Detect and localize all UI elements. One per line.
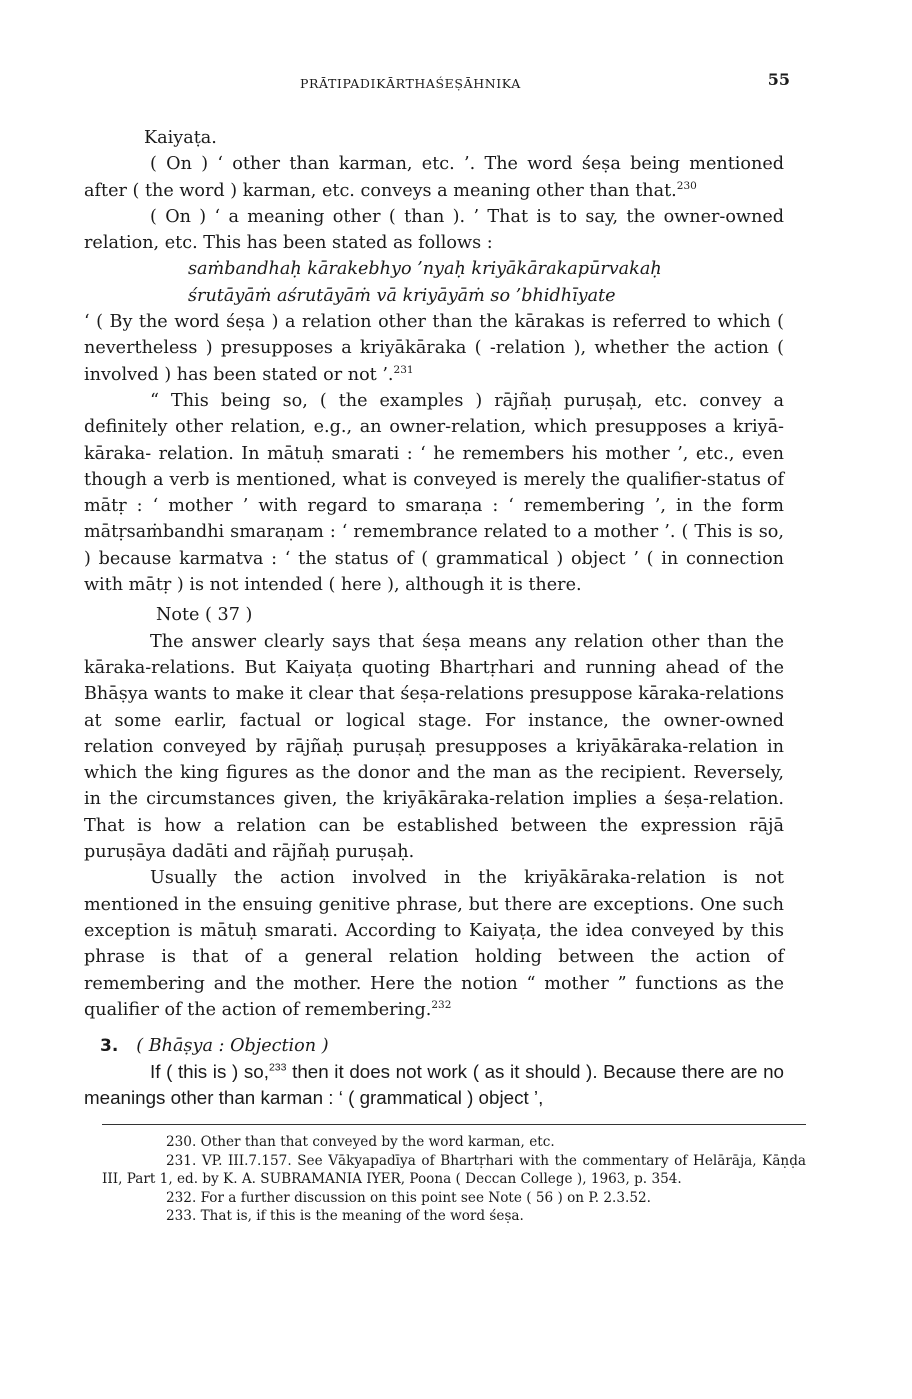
page-number: 55 (767, 70, 790, 89)
note-paragraph-2 (84, 865, 784, 1023)
verse-line-2: śrutāyāṁ aśrutāyāṁ vā kriyāyāṁ so ’bhidhīyate (188, 285, 616, 306)
footnote-ref-230: 230 (676, 179, 697, 192)
footnote-ref-233: 233 (268, 1062, 287, 1075)
footnote-ref-231: 231 (393, 363, 414, 376)
footnote-divider (102, 1124, 806, 1125)
paragraph-4: “ This being so, ( the examples ) rājñaḥ puruṣaḥ, etc. convey a definitely other relation, e.g., an owner-relation, which presupposes a kriyā-kāraka- relation. In mātuḥ smarati : ‘ he remembers his mother ’, etc., even though a verb is mentioned, what is conveyed is merely the qualifier-status of mātṛ : ‘ mother ’ with regard to smaraṇa : ‘ remembering ’, in the form mātṛsaṁbandhi smaraṇam : ‘ remembrance related to a mother ’. ( This is so, ) because karmatva : ‘ the status of ( grammatical ) object ’ ( in connection with mātṛ ) is not intended ( here ), although it is there. (84, 390, 784, 596)
paragraph-1-text: ( On ) ‘ other than karman, etc. ’. The word śeṣa being mentioned after ( the word ) karman, etc. conveys a meaning other than that. (84, 154, 784, 201)
paragraph-3-text: ‘ ( By the word śeṣa ) a relation other than the kārakas is referred to which ( nevertheless ) presupposes a kriyākāraka ( -relation ), whether the action ( involved ) has been stated or not ’. (84, 312, 784, 385)
note-paragraph-1: The answer clearly says that śeṣa means any relation other than the kāraka-relations. But Kaiyaṭa quoting Bhartṛhari and running ahead of the Bhāṣya wants to make it clear that śeṣa-relations presuppose kāraka-relations at some earlir, factual or logical stage. For instance, the owner-owned relation conveyed by rājñaḥ puruṣaḥ presupposes a kriyākāraka-relation in which the king figures as the donor and the man as the recipient. Reversely, in the circumstances given, the kriyākāraka-relation implies a śeṣa-relation. That is how a relation can be established between the expression rājā puruṣāya dadāti and rājñaḥ puruṣaḥ. (84, 631, 784, 863)
footnote-233: 233. That is, if this is the meaning of the word śeṣa. (166, 1208, 524, 1225)
paragraph-2: ( On ) ‘ a meaning other ( than ). ’ That is to say, the owner-owned relation, etc. This has been stated as follows : (84, 206, 784, 254)
footnote-230: 230. Other than that conveyed by the word karman, etc. (166, 1134, 555, 1150)
bhasya-text-b: then it does not work ( as it should ). Because there are no meanings other than karman : ‘ ( grammatical ) object ’, (84, 1061, 784, 1109)
footnote-232: 232. For a further discussion on this point see Note ( 56 ) on P. 2.3.52. (166, 1189, 651, 1206)
section-number: 3. (100, 1036, 119, 1057)
verse-line-1: saṁbandhaḥ kārakebhyo ’nyaḥ kriyākārakapūrvakaḥ (188, 259, 662, 280)
section-title: ( Bhāṣya : Objection ) (136, 1036, 329, 1057)
footnotes (102, 1133, 806, 1226)
paragraph-kaiyata: Kaiyaṭa. (144, 128, 217, 148)
note-paragraph-2-text: Usually the action involved in the kriyākāraka-relation is not mentioned in the ensuing genitive phrase, but there are exceptions. One such exception is mātuḥ smarati. According to Kaiyaṭa, the idea conveyed by this phrase is that of a general relation holding between the action of remembering and the mother. Here the notion “ mother ” functions as the qualifier of the action of remembering. (84, 868, 784, 1020)
footnote-ref-232: 232 (431, 998, 452, 1011)
footnote-231: 231. VP. III.7.157. See Vākyapadīya of Bhartṛhari with the commentary of Helārāja, Kāṇḍa III, Part 1, ed. by K. A. SUBRAMANIA IYER, Poona ( Deccan College ), 1963, p. 354. (102, 1152, 806, 1188)
bhasya-text-a: If ( this is ) so, (150, 1061, 269, 1083)
bhasya-heading (100, 1033, 784, 1059)
paragraph-3 (84, 309, 784, 388)
main-text (84, 125, 784, 1111)
note-heading: Note ( 37 ) (156, 605, 253, 626)
bhasya-paragraph (84, 1059, 784, 1111)
paragraph-1 (84, 151, 784, 204)
running-title: PRĀTIPADIKĀRTHAŚEṢĀHNIKA (300, 76, 521, 91)
